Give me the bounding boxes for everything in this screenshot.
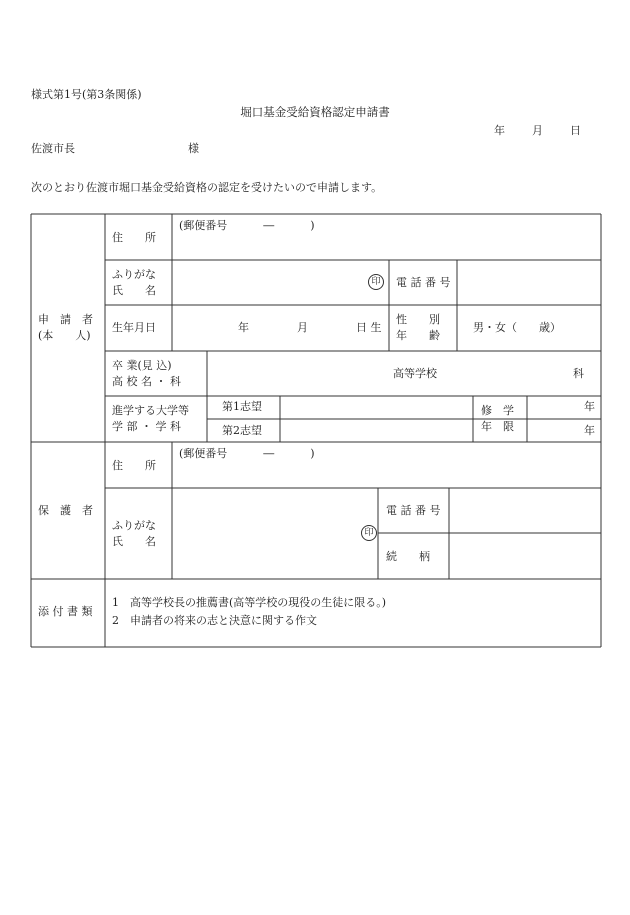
school-label: 卒 業(見 込) 高 校 名 ・ 科	[112, 359, 181, 388]
guardian-name-label: ふりがな 氏 名	[112, 519, 156, 548]
honorific: 様	[188, 142, 199, 155]
birth-day-unit: 日 生	[356, 321, 382, 334]
attachment-item-2: 2 申請者の将来の志と決意に関する作文	[112, 614, 317, 627]
guardian-phone-label: 電 話 番 号	[386, 504, 441, 517]
applicant-address-label: 住 所	[112, 231, 156, 244]
applicant-name-label: ふりがな 氏 名	[112, 268, 156, 297]
intro-text: 次のとおり佐渡市堀口基金受給資格の認定を受けたいので申請します。	[31, 181, 383, 194]
applicant-postal-code[interactable]: (郵便番号 ― )	[179, 219, 315, 232]
school-dept-suffix: 科	[573, 367, 584, 380]
high-school-suffix: 高等学校	[393, 367, 437, 380]
first-choice-label: 第1志望	[222, 400, 262, 413]
guardian-postal-code[interactable]: (郵便番号 ― )	[179, 447, 315, 460]
study-years-unit-1: 年	[584, 400, 595, 413]
applicant-seal-icon: 印	[368, 274, 384, 290]
applicant-birth-label: 生年月日	[112, 321, 156, 334]
gender-age-label: 性 別 年 齢	[396, 313, 440, 342]
birth-month-unit: 月	[297, 321, 308, 334]
addressee: 佐渡市長	[31, 142, 75, 155]
second-choice-label: 第2志望	[222, 424, 262, 437]
applicant-phone-label: 電 話 番 号	[396, 276, 451, 289]
date-day: 日	[570, 124, 581, 137]
guardian-address-label: 住 所	[112, 459, 156, 472]
study-years-unit-2: 年	[584, 424, 595, 437]
university-label: 進学する大学等 学 部 ・ 学 科	[112, 404, 189, 433]
form-title: 堀口基金受給資格認定申請書	[240, 105, 390, 119]
guardian-section-label: 保 護 者	[38, 504, 93, 517]
form-number: 様式第1号(第3条関係)	[31, 88, 142, 101]
birth-year-unit: 年	[238, 321, 249, 334]
guardian-relation-label: 続 柄	[386, 550, 430, 563]
gender-age-value[interactable]: 男・女（ 歳）	[473, 321, 561, 334]
study-years-label: 修 学 年 限	[481, 404, 514, 433]
date-month: 月	[532, 124, 543, 137]
attachments-label: 添 付 書 類	[38, 605, 93, 618]
applicant-section-label: 申 請 者 (本 人)	[38, 313, 93, 342]
guardian-seal-icon: 印	[361, 525, 377, 541]
attachment-item-1: 1 高等学校長の推薦書(高等学校の現役の生徒に限る。)	[112, 596, 387, 609]
date-year: 年	[494, 124, 505, 137]
